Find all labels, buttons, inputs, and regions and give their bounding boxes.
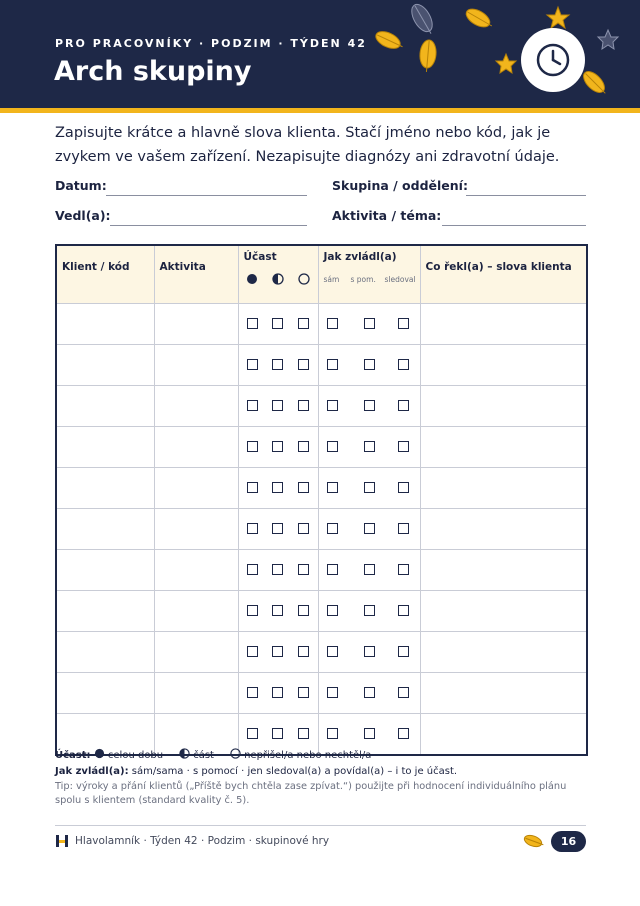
activity-cell[interactable] (154, 550, 238, 591)
group-line (466, 195, 586, 196)
manage-cell (318, 427, 420, 468)
manage-cell (318, 632, 420, 673)
col-participation-header (238, 245, 318, 304)
manage-cell (318, 550, 420, 591)
participation-cell-checkbox-2[interactable] (298, 523, 309, 534)
empty-circle-icon (299, 274, 309, 284)
participation-cell-checkbox-1[interactable] (272, 605, 283, 616)
participation-cell-checkbox-2[interactable] (298, 318, 309, 329)
legend-manage-label: Jak zvládl(a): (55, 766, 129, 777)
autumn-leaf-icon (373, 28, 405, 53)
manage-cell-checkbox-0[interactable] (327, 318, 338, 329)
participation-cell (238, 509, 318, 550)
manage-cell-checkbox-1[interactable] (364, 728, 375, 739)
client-cell[interactable] (56, 632, 154, 673)
participation-cell-checkbox-1[interactable] (272, 687, 283, 698)
table-row (56, 427, 587, 468)
manage-cell-checkbox-0[interactable] (327, 687, 338, 698)
star-icon (547, 7, 569, 28)
manage-cell-checkbox-0[interactable] (327, 605, 338, 616)
manage-cell-checkbox-2[interactable] (398, 482, 409, 493)
manage-cell-checkbox-0[interactable] (327, 523, 338, 534)
quote-cell[interactable] (420, 632, 587, 673)
quote-cell[interactable] (420, 591, 587, 632)
participation-cell-checkbox-1[interactable] (272, 318, 283, 329)
star-icon (598, 30, 618, 49)
activity-cell[interactable] (154, 509, 238, 550)
full-circle-icon (247, 274, 257, 284)
full-circle-icon (94, 748, 105, 759)
autumn-leaves-decoration (360, 0, 640, 108)
participation-cell-checkbox-2[interactable] (298, 482, 309, 493)
participation-cell-checkbox-2[interactable] (298, 400, 309, 411)
manage-cell-checkbox-0[interactable] (327, 728, 338, 739)
participation-cell (238, 632, 318, 673)
autumn-leaf-icon (418, 39, 437, 72)
legend (55, 748, 595, 780)
participation-cell-checkbox-1[interactable] (272, 400, 283, 411)
participation-cell-checkbox-2[interactable] (298, 728, 309, 739)
empty-circle-icon (230, 748, 241, 759)
participation-cell-checkbox-2[interactable] (298, 441, 309, 452)
date-field[interactable] (55, 178, 307, 198)
participation-legend-icons (244, 272, 316, 286)
participation-cell (238, 345, 318, 386)
manage-cell-checkbox-1[interactable] (364, 605, 375, 616)
date-label: Datum: (55, 178, 107, 193)
page-title: Arch skupiny (54, 56, 252, 87)
quote-cell[interactable] (420, 673, 587, 714)
quote-cell[interactable] (420, 509, 587, 550)
participation-cell (238, 591, 318, 632)
manage-cell-checkbox-0[interactable] (327, 441, 338, 452)
activity-cell[interactable] (154, 304, 238, 345)
manage-cell-checkbox-2[interactable] (398, 523, 409, 534)
activity-cell[interactable] (154, 591, 238, 632)
manage-cell-checkbox-2[interactable] (398, 605, 409, 616)
clock-badge (521, 28, 585, 92)
half-circle-icon (273, 274, 283, 284)
activity-cell[interactable] (154, 427, 238, 468)
manage-sub-alone: sám (323, 275, 340, 284)
footer-divider (55, 825, 586, 826)
logo-h-icon (55, 834, 69, 848)
table-body (56, 304, 587, 756)
participation-cell-checkbox-0[interactable] (247, 482, 258, 493)
participation-legend (55, 748, 595, 764)
manage-legend (55, 764, 595, 780)
table-row (56, 386, 587, 427)
client-cell[interactable] (56, 591, 154, 632)
participation-cell (238, 386, 318, 427)
participation-cell-checkbox-1[interactable] (272, 359, 283, 370)
participation-cell-checkbox-2[interactable] (298, 646, 309, 657)
table-header-row (56, 245, 587, 304)
clock-icon (521, 28, 585, 92)
manage-cell-checkbox-0[interactable] (327, 646, 338, 657)
table-row (56, 673, 587, 714)
group-record-table (55, 244, 588, 756)
participation-cell-checkbox-0[interactable] (247, 523, 258, 534)
manage-cell-checkbox-0[interactable] (327, 482, 338, 493)
participation-cell-checkbox-1[interactable] (272, 728, 283, 739)
manage-cell (318, 345, 420, 386)
table-row (56, 591, 587, 632)
header-kicker: PRO PRACOVNÍKY · PODZIM · TÝDEN 42 (55, 37, 367, 50)
quote-cell[interactable] (420, 386, 587, 427)
autumn-leaf-icon (521, 832, 545, 850)
legend-full: celou dobu (107, 750, 164, 761)
manage-cell (318, 509, 420, 550)
group-label: Skupina / oddělení: (332, 178, 468, 193)
manage-cell-checkbox-0[interactable] (327, 359, 338, 370)
participation-cell-checkbox-1[interactable] (272, 482, 283, 493)
client-cell[interactable] (56, 345, 154, 386)
col-activity-header: Aktivita (154, 245, 238, 304)
quote-cell[interactable] (420, 468, 587, 509)
participation-cell (238, 550, 318, 591)
participation-cell (238, 673, 318, 714)
participation-cell-checkbox-1[interactable] (272, 564, 283, 575)
manage-cell-checkbox-2[interactable] (398, 687, 409, 698)
activity-field[interactable] (332, 208, 586, 228)
manage-cell-checkbox-0[interactable] (327, 400, 338, 411)
client-cell[interactable] (56, 550, 154, 591)
quote-cell[interactable] (420, 304, 587, 345)
manage-cell (318, 386, 420, 427)
client-cell[interactable] (56, 468, 154, 509)
client-cell[interactable] (56, 509, 154, 550)
activity-line (442, 225, 586, 226)
col-client-header: Klient / kód (56, 245, 154, 304)
manage-cell-checkbox-1[interactable] (364, 482, 375, 493)
activity-cell[interactable] (154, 468, 238, 509)
page-header (0, 0, 640, 108)
manage-sub-help: s pom. (350, 275, 376, 284)
participation-cell-checkbox-1[interactable] (272, 646, 283, 657)
manage-cell-checkbox-2[interactable] (398, 359, 409, 370)
table-row (56, 345, 587, 386)
manage-cell-checkbox-1[interactable] (364, 523, 375, 534)
activity-cell[interactable] (154, 386, 238, 427)
manage-cell-checkbox-2[interactable] (398, 728, 409, 739)
manage-cell-checkbox-1[interactable] (364, 441, 375, 452)
quote-cell[interactable] (420, 427, 587, 468)
participation-cell-checkbox-0[interactable] (247, 318, 258, 329)
participation-cell-checkbox-0[interactable] (247, 564, 258, 575)
autumn-leaf-icon (408, 1, 438, 38)
manage-cell-checkbox-0[interactable] (327, 564, 338, 575)
participation-cell-checkbox-2[interactable] (298, 687, 309, 698)
manage-cell-checkbox-2[interactable] (398, 400, 409, 411)
manage-cell-checkbox-2[interactable] (398, 646, 409, 657)
manage-cell (318, 591, 420, 632)
participation-header-label: Účast (243, 251, 277, 263)
participation-cell-checkbox-0[interactable] (247, 687, 258, 698)
manage-cell-checkbox-1[interactable] (364, 318, 375, 329)
legend-participation-label: Účast: (55, 750, 91, 761)
header-accent-stripe (0, 108, 640, 113)
quote-cell[interactable] (420, 345, 587, 386)
manage-sub-watched: sledoval (384, 275, 416, 284)
quote-cell[interactable] (420, 550, 587, 591)
participation-cell-checkbox-0[interactable] (247, 646, 258, 657)
manage-cell (318, 673, 420, 714)
manage-cell-checkbox-1[interactable] (364, 400, 375, 411)
manage-cell-checkbox-2[interactable] (398, 564, 409, 575)
half-circle-icon (179, 748, 190, 759)
date-line (106, 195, 307, 196)
leader-field[interactable] (55, 208, 307, 228)
participation-cell-checkbox-0[interactable] (247, 728, 258, 739)
manage-cell-checkbox-1[interactable] (364, 359, 375, 370)
intro-text: Zapisujte krátce a hlavně slova klienta. Stačí jméno nebo kód, jak je zvykem ve vašem zařízení. Nezapisujte diagnózy ani zdravotní údaje. (55, 125, 560, 165)
manage-cell-checkbox-2[interactable] (398, 318, 409, 329)
group-field[interactable] (332, 178, 586, 198)
col-manage-header (318, 245, 420, 304)
participation-cell-checkbox-0[interactable] (247, 441, 258, 452)
tip-text: Tip: výroky a přání klientů („Příště bych chtěla zase zpívat.“) použijte při hodnocení individuálního plánu spolu s klientem (standard kvality č. 5). (55, 781, 567, 806)
col-quote-header: Co řekl(a) – slova klienta (420, 245, 587, 304)
legend-part: část (193, 750, 214, 761)
client-cell[interactable] (56, 304, 154, 345)
activity-cell[interactable] (154, 632, 238, 673)
participation-cell-checkbox-0[interactable] (247, 605, 258, 616)
star-icon (496, 54, 516, 73)
participation-cell-checkbox-2[interactable] (298, 564, 309, 575)
participation-cell-checkbox-0[interactable] (247, 400, 258, 411)
table-row (56, 509, 587, 550)
table-row (56, 550, 587, 591)
leader-line (110, 225, 307, 226)
footer-text: Hlavolamník · Týden 42 · Podzim · skupinové hry (75, 835, 330, 847)
participation-cell (238, 304, 318, 345)
manage-cell-checkbox-2[interactable] (398, 441, 409, 452)
manage-header-label: Jak zvládl(a) (323, 251, 397, 263)
legend-manage-text: sám/sama · s pomocí · jen sledoval(a) a povídal(a) – i to je účast. (131, 766, 458, 777)
table-row (56, 304, 587, 345)
activity-label: Aktivita / téma: (332, 208, 442, 223)
participation-cell-checkbox-0[interactable] (247, 359, 258, 370)
manage-cell-checkbox-1[interactable] (364, 564, 375, 575)
participation-cell-checkbox-1[interactable] (272, 441, 283, 452)
participation-cell-checkbox-2[interactable] (298, 605, 309, 616)
legend-none: nepřišel/a nebo nechtěl/a (244, 750, 372, 761)
participation-cell (238, 468, 318, 509)
table-row (56, 468, 587, 509)
table-row (56, 632, 587, 673)
manage-cell-checkbox-1[interactable] (364, 646, 375, 657)
participation-cell (238, 427, 318, 468)
activity-cell[interactable] (154, 345, 238, 386)
autumn-leaf-icon (463, 5, 495, 32)
manage-cell (318, 468, 420, 509)
manage-cell-checkbox-1[interactable] (364, 687, 375, 698)
activity-cell[interactable] (154, 673, 238, 714)
client-cell[interactable] (56, 386, 154, 427)
client-cell[interactable] (56, 427, 154, 468)
page-number: 16 (551, 831, 586, 852)
leader-label: Vedl(a): (55, 208, 111, 223)
manage-cell (318, 304, 420, 345)
participation-cell-checkbox-2[interactable] (298, 359, 309, 370)
participation-cell-checkbox-1[interactable] (272, 523, 283, 534)
client-cell[interactable] (56, 673, 154, 714)
